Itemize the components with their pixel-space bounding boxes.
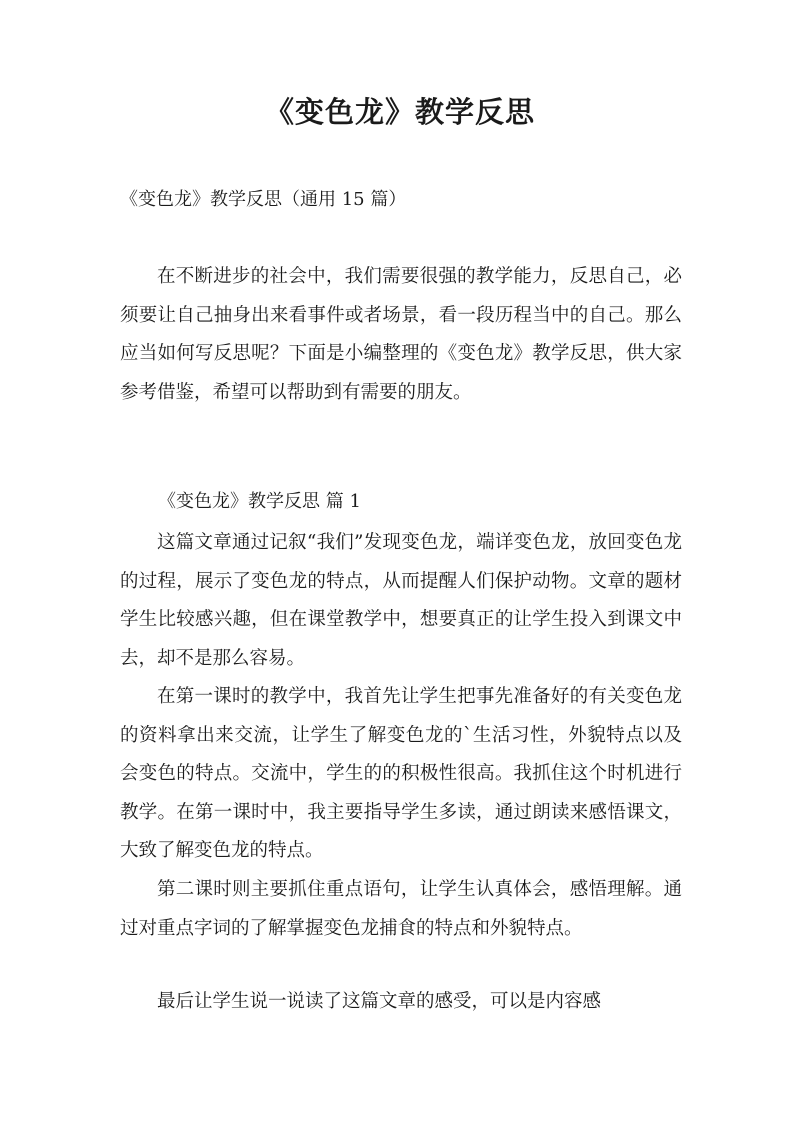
body-paragraph-1: 这篇文章通过记叙“我们”发现变色龙，端详变色龙，放回变色龙的过程，展示了变色龙的特点，从而提醒人们保护动物。文章的题材学生比较感兴趣，但在课堂教学中，想要真正的让学生投入到课文中去，却不是那么容易。 bbox=[120, 532, 682, 669]
document-title: 《变色龙》教学反思 bbox=[264, 95, 535, 129]
body-paragraph-4: 最后让学生说一说读了这篇文章的感受，可以是内容感 bbox=[157, 991, 602, 1012]
document-subtitle: 《变色龙》教学反思（通用 15 篇） bbox=[120, 189, 407, 210]
body-paragraph-2: 在第一课时的教学中，我首先让学生把事先准备好的有关变色龙的资料拿出来交流，让学生了解变色龙的`生活习性，外貌特点以及会变色的特点。交流中，学生的的积极性很高。我抓住这个时机进行教学。在第一课时中，我主要指导学生多读，通过朗读来感悟课文，大致了解变色龙的特点。 bbox=[120, 686, 682, 862]
section-heading: 《变色龙》教学反思 篇 1 bbox=[158, 491, 361, 512]
body-paragraph-3: 第二课时则主要抓住重点语句，让学生认真体会，感悟理解。通过对重点字词的了解掌握变色龙捕食的特点和外貌特点。 bbox=[120, 879, 682, 939]
intro-paragraph: 在不断进步的社会中，我们需要很强的教学能力，反思自己，必须要让自己抽身出来看事件或者场景，看一段历程当中的自己。那么应当如何写反思呢？下面是小编整理的《变色龙》教学反思，供大家参考借鉴，希望可以帮助到有需要的朋友。 bbox=[120, 266, 682, 403]
